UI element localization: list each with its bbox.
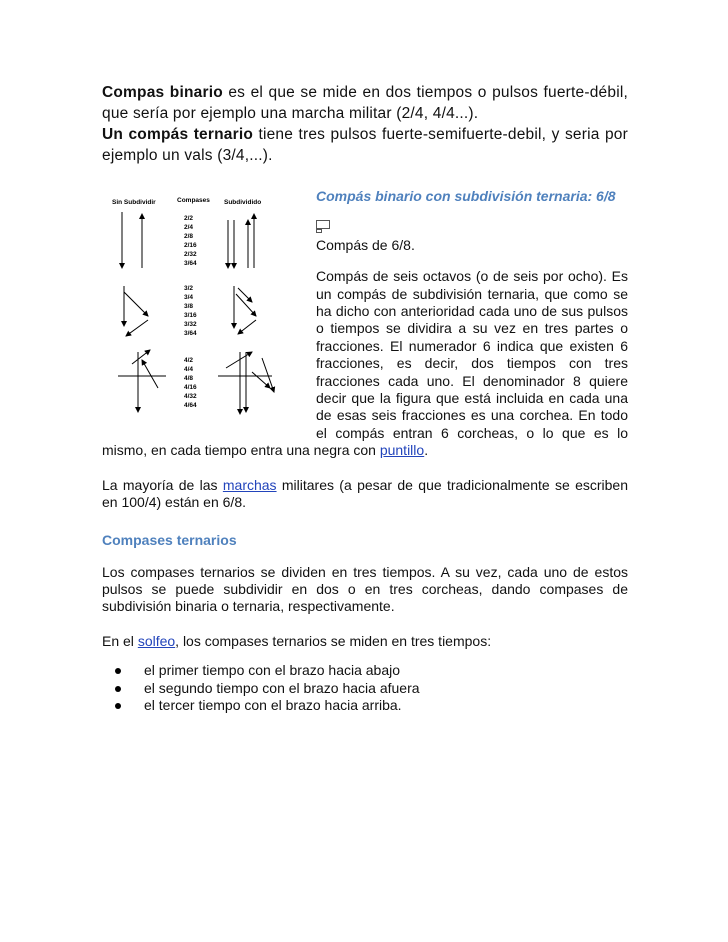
image-caption: Compás de 6/8. [316, 236, 415, 253]
paragraph-solfeo-start: En el [102, 632, 138, 649]
paragraph-marchas-start: La mayoría de las [102, 476, 223, 493]
subhead-6-8: Compás binario con subdivisión ternaria: 6/8 [316, 188, 616, 204]
article-body [102, 188, 628, 715]
paragraph-6-8-text: Compás de seis octavos (o de seis por ocho). Es un compás de subdivisión ternaria, que como se ha dicho con anterioridad cada uno de sus pulsos o tiempos se dividira a su vez en tres partes o fracciones. El numerador 6 indica que existen 6 fracciones, es decir, dos tiempos con tres fracciones cada uno. El denominador 8 quiere decir que la figura que está incluida en cada una de esas seis fracciones es una corchea. En todo el compás entran 6 corcheas, o lo que es lo mismo, en cada tiempo entra una negra con [102, 268, 628, 459]
list-item [102, 680, 628, 698]
bullet-icon [115, 686, 121, 692]
arrow-diagonal-icon [132, 350, 150, 364]
label-subdividido: Subdividido [224, 199, 262, 206]
paragraph-marchas-end: militares (a pesar de que tradicionalmente se escriben en 100/4) están en 6/8. [102, 476, 629, 511]
paragraph-marchas [102, 477, 628, 512]
bullet-icon [115, 668, 121, 674]
fraction: 4/8 [184, 375, 194, 382]
arrow-diagonal-icon [238, 288, 252, 302]
group3-fractions [184, 357, 197, 409]
group2-fractions [184, 285, 197, 337]
arrow-diagonal-icon [124, 292, 148, 316]
group1-fractions [184, 215, 197, 267]
arrow-diagonal-icon [236, 294, 256, 316]
arrow-diagonal-icon [126, 320, 148, 336]
intro-ternario-term: Un compás ternario [102, 126, 254, 143]
fraction: 4/16 [184, 384, 197, 391]
bullet-icon [115, 703, 121, 709]
link-puntillo[interactable]: puntillo [379, 442, 425, 459]
fraction: 3/32 [184, 321, 197, 328]
document-page [102, 82, 628, 715]
list-item-text: el tercer tiempo con el brazo hacia arriba. [144, 697, 402, 714]
fraction: 2/32 [184, 251, 197, 258]
arrow-diagonal-icon [238, 320, 256, 334]
list-item-text: el segundo tiempo con el brazo hacia afuera [144, 679, 420, 696]
list-item-text: el primer tiempo con el brazo hacia abajo [144, 662, 401, 679]
fraction: 4/64 [184, 402, 197, 409]
fraction: 4/32 [184, 393, 197, 400]
intro-binario-text: es el que se mide en dos tiempos o pulsos fuerte-débil, que sería por ejemplo una marcha militar (2/4, 4/4...). [102, 84, 628, 122]
list-item [102, 697, 628, 715]
intro-paragraph-1 [102, 82, 628, 166]
paragraph-solfeo [102, 633, 628, 650]
fraction: 4/2 [184, 357, 194, 364]
list-item [102, 662, 628, 680]
conducting-patterns-diagram [102, 192, 312, 438]
link-solfeo[interactable]: solfeo [137, 632, 176, 649]
paragraph-ternarios: Los compases ternarios se dividen en tres tiempos. A su vez, cada uno de estos pulsos se puede subdividir en dos o en tres corcheas, dando compases de subdivisión binaria o ternaria, respectivamente. [102, 563, 628, 615]
arrow-diagonal-icon [142, 360, 158, 388]
arrow-diagonal-icon [226, 352, 252, 368]
intro-binario-term: Compas binario [102, 84, 223, 101]
fraction: 3/16 [184, 312, 197, 319]
intro-ternario-text: tiene tres pulsos fuerte-semifuerte-debil, y seria por ejemplo un vals (3/4,...). [102, 126, 628, 164]
paragraph-solfeo-end: , los compases ternarios se miden en tres tiempos: [175, 632, 492, 649]
section-title-compases-ternarios: Compases ternarios [102, 531, 237, 548]
conducting-patterns-figure [102, 192, 312, 438]
bullet-list [102, 662, 628, 715]
link-marchas[interactable]: marchas [222, 476, 277, 493]
label-compases: Compases [177, 197, 210, 204]
fraction: 3/8 [184, 303, 194, 310]
paragraph-6-8-end: . [424, 442, 429, 459]
fraction: 2/4 [184, 224, 194, 231]
fraction: 3/64 [184, 260, 197, 267]
fraction: 3/4 [184, 294, 194, 301]
arrow-diagonal-icon [262, 358, 274, 392]
fraction: 3/64 [184, 330, 197, 337]
fraction: 4/4 [184, 366, 194, 373]
fraction: 2/8 [184, 233, 194, 240]
label-sin-subdividir: Sin Subdividir [112, 199, 156, 206]
fraction: 3/2 [184, 285, 194, 292]
fraction: 2/16 [184, 242, 197, 249]
fraction: 2/2 [184, 215, 194, 222]
